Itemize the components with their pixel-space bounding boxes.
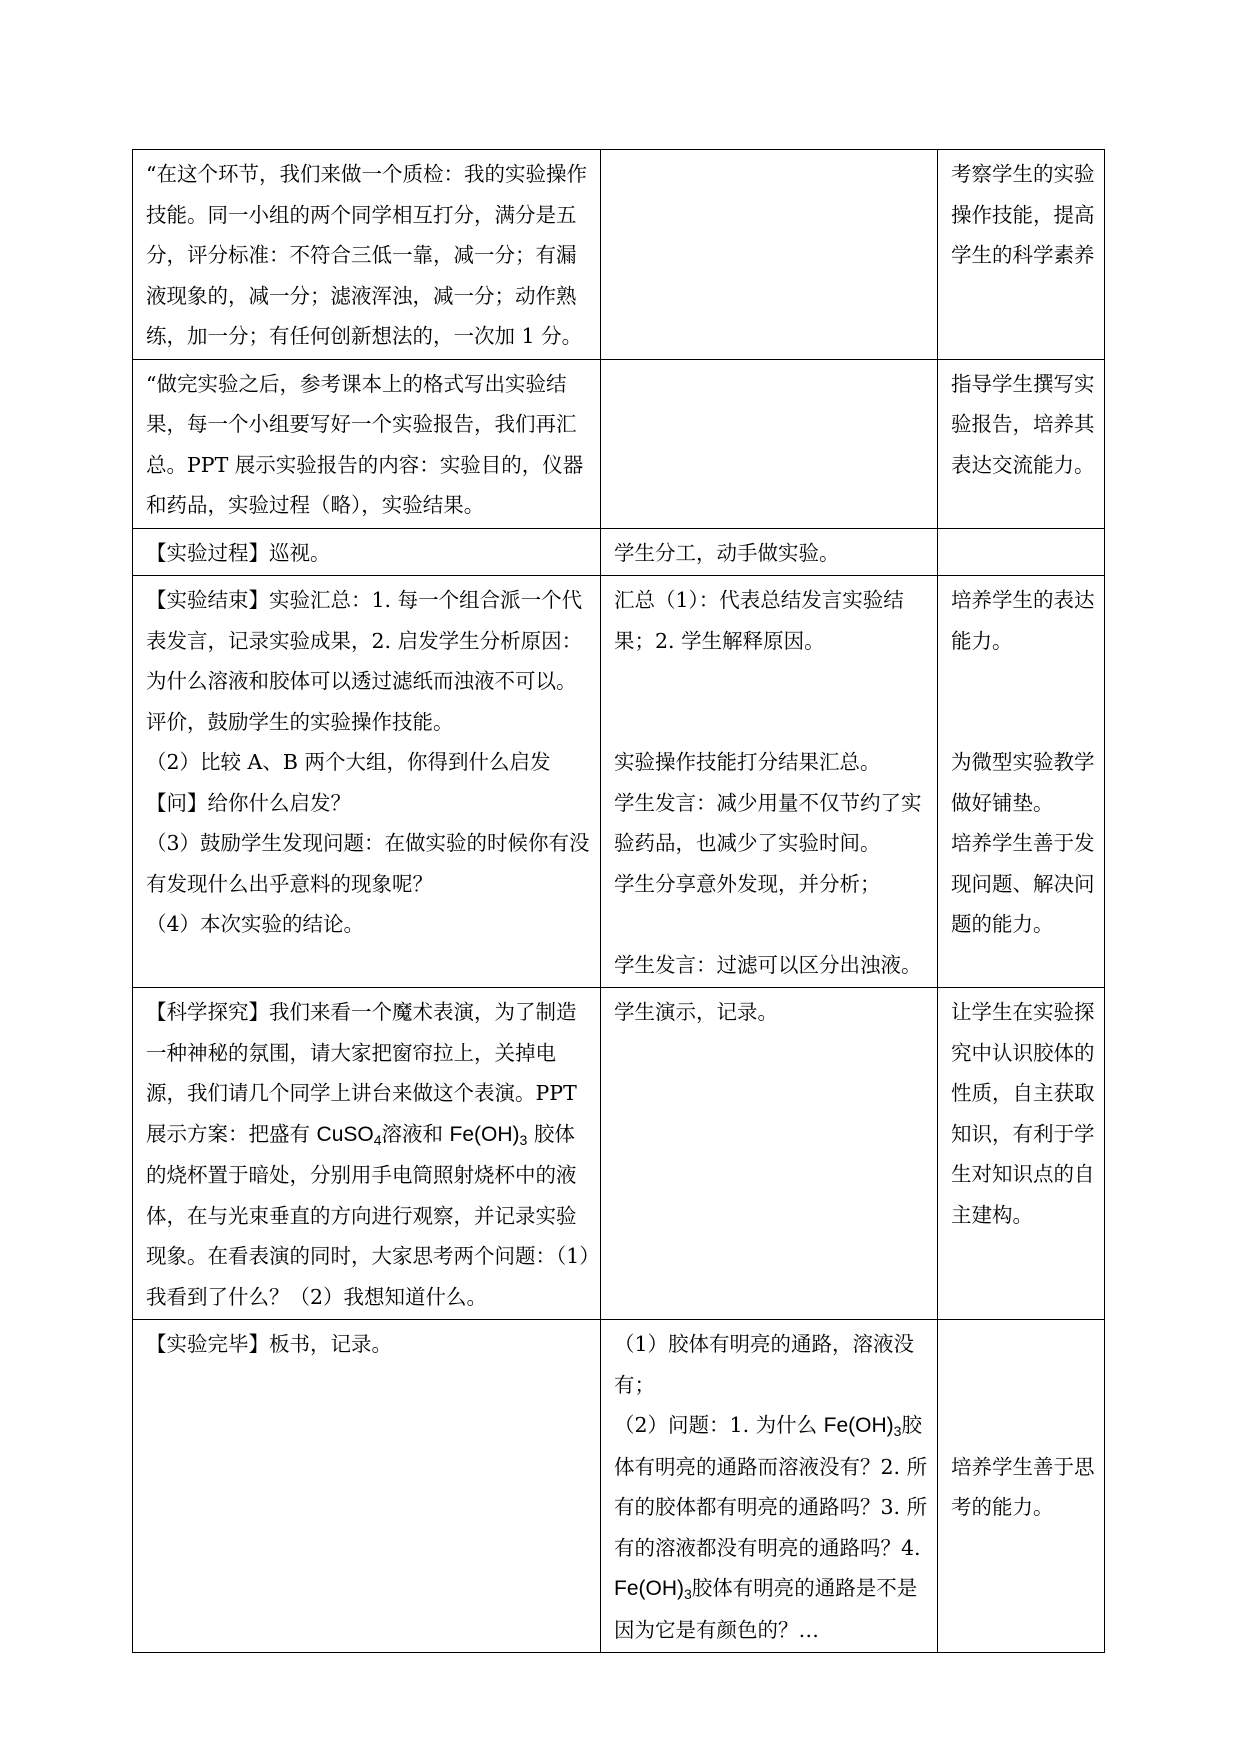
text-segment: 溶液和: [381, 1121, 450, 1146]
teacher-activity-cell: [133, 576, 601, 988]
student-activity-cell: [601, 1320, 938, 1653]
student-activity-line: 学生发言：过滤可以区分出浊液。: [614, 952, 922, 977]
formula-subscript: 3: [684, 1586, 692, 1602]
formula-base: Fe(OH): [823, 1414, 894, 1437]
spacer: [951, 702, 1095, 743]
student-activity-cell: [601, 359, 938, 528]
design-intent-cell: [938, 988, 1105, 1320]
design-intent-cell: [938, 150, 1105, 360]
design-intent-text: 让学生在实验探究中认识胶体的性质，自主获取知识，有利于学生对知识点的自主建构。: [951, 1000, 1095, 1227]
design-intent-line: 为微型实验教学做好铺垫。: [951, 750, 1095, 815]
table-row: [133, 359, 1105, 528]
formula-base: Fe(OH): [449, 1122, 520, 1146]
spacer: [614, 661, 928, 702]
design-intent-cell: [938, 528, 1105, 576]
spacer: [614, 904, 928, 945]
teacher-activity-line: 【实验结束】实验汇总：1. 每一个组合派一个代表发言，记录实验成果，2. 启发学生分析原因：为什么溶液和胶体可以透过滤纸而浊液不可以。评价，鼓励学生的实验操作技能。: [146, 588, 583, 734]
spacer: [951, 661, 1095, 702]
teacher-activity-line: （2）比较 A、B 两个大组，你得到什么启发: [146, 750, 551, 774]
student-activity-cell: [601, 576, 938, 988]
teacher-activity-text: “做完实验之后，参考课本上的格式写出实验结果，每一个小组要写好一个实验报告，我们再汇总。PPT 展示实验报告的内容：实验目的，仪器和药品，实验过程（略），实验结果。: [146, 371, 584, 517]
teacher-activity-text: “在这个环节，我们来做一个质检：我的实验操作技能。同一小组的两个同学相互打分，满分是五分，评分标准：不符合三低一靠，减一分；有漏液现象的，减一分；滤液浑浊，减一分；动作熟练，加一分；有任何创新想法的，一次加 1 分。: [146, 162, 587, 348]
formula-base: Fe(OH): [614, 1577, 684, 1600]
teacher-activity-line: （3）鼓励学生发现问题：在做实验的时候你有没有发现什么出乎意料的现象呢？: [146, 831, 590, 896]
text-segment: 胶体有明亮的通路是不是因为它是有颜色的？…: [614, 1576, 918, 1642]
table-row: [133, 576, 1105, 988]
design-intent-text: 考察学生的实验操作技能，提高学生的科学素养: [951, 162, 1095, 267]
chemical-formula: [824, 1414, 902, 1437]
student-activity-cell: [601, 988, 938, 1320]
teacher-activity-cell: [133, 528, 601, 576]
table-row: [133, 988, 1105, 1320]
teacher-activity-text: 【实验过程】巡视。: [146, 540, 331, 565]
student-activity-cell: [601, 150, 938, 360]
teacher-activity-text: [146, 992, 591, 1317]
design-intent-text: 培养学生善于思考的能力。: [951, 1454, 1095, 1519]
formula-base: CuSO: [316, 1122, 374, 1146]
text-segment: 胶体的烧杯置于暗处，分别用手电筒照射烧杯中的液体，在与光束垂直的方向进行观察，并记录实验现象。在看表演的同时，大家思考两个问题：（1）我看到了什么？（2）我想知道什么。: [146, 1121, 590, 1309]
student-activity-line: 学生分享意外发现，并分析；: [614, 871, 881, 896]
text-segment: （2）问题：1. 为什么: [614, 1413, 824, 1437]
student-activity-cell: [601, 528, 938, 576]
table-row: [133, 528, 1105, 576]
table-row: [133, 1320, 1105, 1653]
design-intent-text: 指导学生撰写实验报告，培养其表达交流能力。: [951, 371, 1095, 477]
design-intent-cell: [938, 359, 1105, 528]
design-intent-cell: [938, 576, 1105, 988]
design-intent-line: 培养学生善于发现问题、解决问题的能力。: [951, 831, 1095, 936]
table-row: [133, 150, 1105, 360]
text-segment: 胶体有明亮的通路而溶液没有？2. 所有的胶体都有明亮的通路吗？3. 所有的溶液都没有明亮的通路吗？4.: [614, 1413, 928, 1560]
chemical-formula: [614, 1577, 692, 1600]
teacher-activity-line: （4）本次实验的结论。: [146, 912, 365, 936]
lesson-plan-table: [132, 149, 1105, 1653]
student-activity-line: 实验操作技能打分结果汇总。: [614, 750, 881, 774]
formula-subscript: 4: [373, 1131, 382, 1148]
text-segment: 【科学探究】我们来看一个魔术表演，为了制造一种神秘的氛围，请大家把窗帘拉上，关掉电源，我们请几个同学上讲台来做这个表演。PPT 展示方案：把盛有: [146, 1000, 584, 1146]
chemical-formula: [317, 1123, 382, 1146]
student-activity-line: （1）胶体有明亮的通路，溶液没有；: [614, 1332, 915, 1397]
teacher-activity-cell: [133, 1320, 601, 1653]
teacher-activity-cell: [133, 988, 601, 1320]
student-activity-text: 学生演示，记录。: [614, 1000, 778, 1024]
formula-subscript: 3: [893, 1423, 902, 1439]
teacher-activity-text: 【实验完毕】板书，记录。: [146, 1332, 392, 1356]
formula-subscript: 3: [519, 1131, 528, 1148]
teacher-activity-cell: [133, 150, 601, 360]
design-intent-line: 培养学生的表达能力。: [951, 588, 1095, 653]
design-intent-cell: [938, 1320, 1105, 1653]
chemical-formula: [450, 1123, 528, 1146]
student-activity-line: [614, 1405, 928, 1650]
student-activity-line: 汇总（1）：代表总结发言实验结果；2. 学生解释原因。: [614, 588, 904, 653]
student-activity-line: 学生发言：减少用量不仅节约了实验药品，也减少了实验时间。: [614, 790, 922, 855]
student-activity-text: 学生分工，动手做实验。: [614, 540, 840, 565]
spacer: [614, 702, 928, 743]
teacher-activity-cell: [133, 359, 601, 528]
teacher-activity-line: 【问】给你什么启发？: [146, 790, 351, 815]
